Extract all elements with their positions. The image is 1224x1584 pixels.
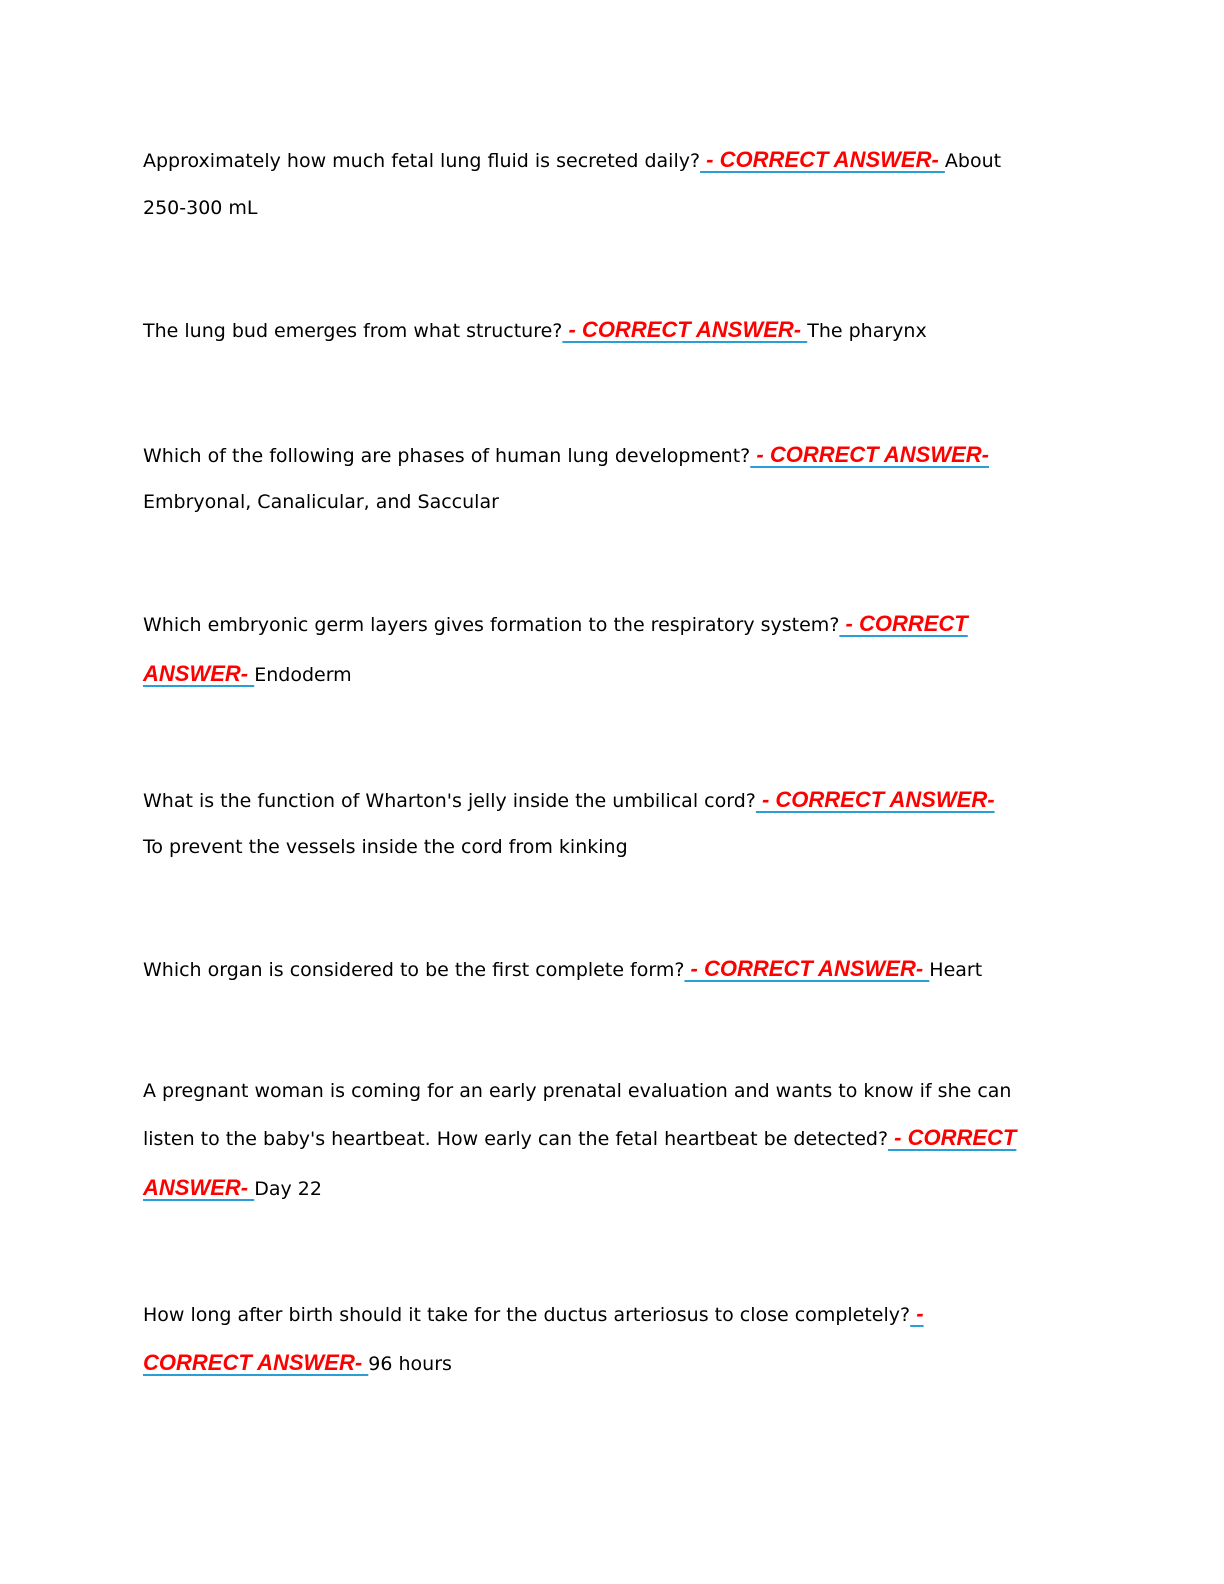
answer-text: Day 22	[254, 1178, 322, 1200]
answer-marker: CORRECT ANSWER-	[143, 1350, 369, 1375]
answer-marker: ANSWER-	[143, 661, 255, 686]
answer-text: Embryonal, Canalicular, and Saccular	[143, 491, 499, 513]
question-text: How long after birth should it take for the ductus arteriosus to close completely?	[143, 1304, 911, 1326]
answer-text: The pharynx	[807, 320, 927, 342]
question-text: The lung bud emerges from what structure?	[143, 320, 563, 342]
answer-marker: - CORRECT ANSWER-	[684, 956, 930, 981]
question-text: listen to the baby's heartbeat. How early can the fetal heartbeat be detected?	[143, 1128, 889, 1150]
question-line	[143, 318, 927, 342]
question-line	[143, 490, 499, 514]
question-line	[143, 1302, 924, 1326]
question-line	[143, 1176, 322, 1200]
answer-marker: - CORRECT	[888, 1125, 1017, 1150]
answer-text: Endoderm	[254, 664, 352, 686]
question-text: A pregnant woman is coming for an early prenatal evaluation and wants to know if she can	[143, 1080, 1012, 1102]
question-line	[143, 835, 628, 859]
question-line	[143, 196, 258, 220]
question-line	[143, 1351, 452, 1375]
answer-marker: - CORRECT ANSWER-	[700, 147, 945, 172]
question-text: Which embryonic germ layers gives formation to the respiratory system?	[143, 614, 840, 636]
answer-text: About	[944, 150, 1002, 172]
answer-text: Heart	[929, 959, 983, 981]
question-line	[143, 443, 989, 467]
answer-marker: - CORRECT	[839, 611, 968, 636]
answer-marker: - CORRECT ANSWER-	[750, 442, 989, 467]
question-line	[143, 1079, 1011, 1103]
answer-marker: - CORRECT ANSWER-	[562, 317, 808, 342]
question-text: What is the function of Wharton's jelly inside the umbilical cord?	[143, 790, 756, 812]
question-line	[143, 1126, 1016, 1150]
question-text: Approximately how much fetal lung fluid is secreted daily?	[143, 150, 701, 172]
answer-text: To prevent the vessels inside the cord from kinking	[143, 836, 628, 858]
question-line	[143, 957, 982, 981]
question-line	[143, 788, 995, 812]
answer-marker: ANSWER-	[143, 1175, 255, 1200]
question-text: Which of the following are phases of human lung development?	[143, 445, 751, 467]
question-line	[143, 148, 1001, 172]
question-line	[143, 612, 968, 636]
answer-text: 250-300 mL	[143, 197, 258, 219]
question-text: Which organ is considered to be the first complete form?	[143, 959, 685, 981]
question-line	[143, 662, 352, 686]
answer-text: 96 hours	[368, 1353, 452, 1375]
answer-marker: -	[910, 1301, 924, 1326]
answer-marker: - CORRECT ANSWER-	[755, 787, 995, 812]
